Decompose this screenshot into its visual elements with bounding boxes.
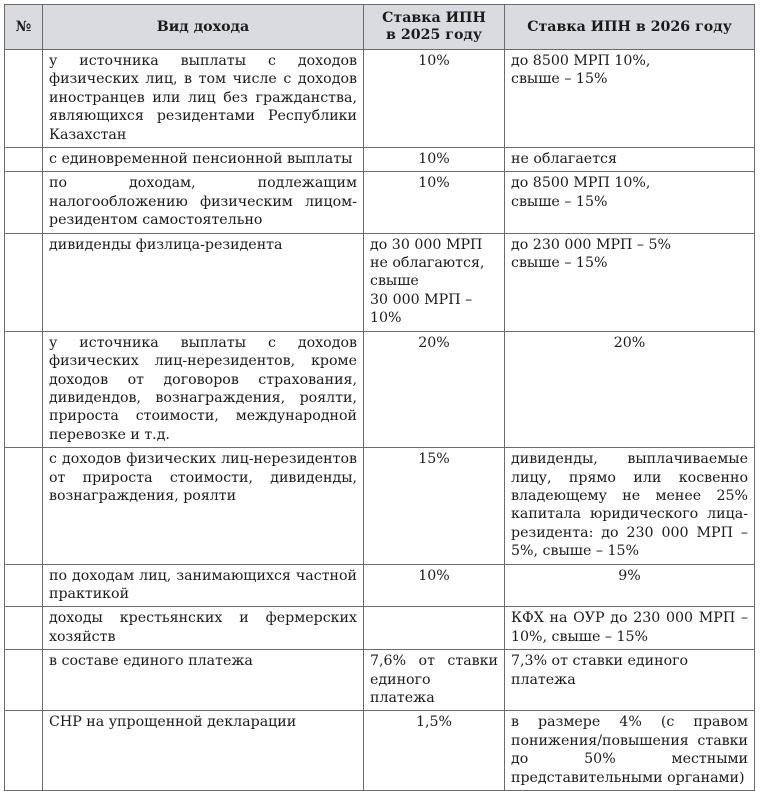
rate-2025: 7,6% от ставки единого платежа: [364, 650, 505, 711]
table-row: [5, 172, 755, 233]
rate-2025-line: свыше: [370, 273, 419, 290]
table-row: [5, 564, 755, 607]
rate-2026-line: в размере 4% (с правом понижения/повышения ставки до 50% местными представительными органами): [511, 714, 748, 786]
rate-2026: [505, 172, 755, 233]
table-row: [5, 50, 755, 148]
rate-2025: 1,5%: [364, 711, 505, 791]
row-num: [5, 148, 43, 172]
row-num: [5, 711, 43, 791]
rate-2026-line: КФХ на ОУР до 230 000 МРП – 10%, свыше – 15%: [511, 610, 748, 645]
table-header: [5, 5, 755, 50]
table-row: [5, 233, 755, 331]
rate-2026-line: до 8500 МРП 10%,: [511, 175, 651, 192]
row-num: [5, 172, 43, 233]
rate-2025: 10%: [364, 172, 505, 233]
income-type: у источника выплаты с доходов физических лиц, в том числе с доходов иностранцев или лиц без гражданства, являющихся резидентами Республики Казахстан: [43, 50, 364, 148]
table-row: [5, 331, 755, 447]
income-type: по доходам лиц, занимающихся частной практикой: [43, 564, 364, 607]
rate-2026: [505, 564, 755, 607]
header-row: [5, 5, 755, 50]
rate-2026-line: свыше – 15%: [511, 255, 608, 272]
income-type: дивиденды физлица-резидента: [43, 233, 364, 331]
income-type: в составе единого платежа: [43, 650, 364, 711]
income-type: по доходам, подлежащим налогообложению физическим лицом-резидентом самостоятельно: [43, 172, 364, 233]
rate-2026-line: не облагается: [511, 151, 617, 168]
rate-2026-line: свыше – 15%: [511, 71, 608, 88]
rate-2026: [505, 607, 755, 650]
header-num: №: [5, 5, 43, 50]
rate-2025-line: не облагаются,: [370, 255, 485, 272]
row-num: [5, 233, 43, 331]
rate-2025: [364, 607, 505, 650]
rate-2025: 15%: [364, 448, 505, 564]
rate-2026: [505, 331, 755, 447]
table-row: [5, 607, 755, 650]
rate-2025: 10%: [364, 148, 505, 172]
rate-2026-line: 7,3% от ставки единого платежа: [511, 653, 689, 688]
table-row: [5, 711, 755, 791]
row-num: [5, 331, 43, 447]
rate-2026: [505, 448, 755, 564]
rate-2026-line: свыше – 15%: [511, 193, 608, 210]
header-rate-2026: Ставка ИПН в 2026 году: [505, 5, 755, 50]
rate-2025: 10%: [364, 564, 505, 607]
table-row: [5, 650, 755, 711]
row-num: [5, 50, 43, 148]
income-type: у источника выплаты с доходов физических лиц-нерезидентов, кроме доходов от договоров страхования, дивидендов, вознаграждения, роялти, прироста стоимости, международной перевозке и т.д.: [43, 331, 364, 447]
table-row: [5, 448, 755, 564]
income-type: СНР на упрощенной декларации: [43, 711, 364, 791]
row-num: [5, 650, 43, 711]
header-rate-2025-line1: Ставка ИПН: [382, 10, 486, 26]
income-type: с доходов физических лиц-нерезидентов от прироста стоимости, дивиденды, вознаграждения, роялти: [43, 448, 364, 564]
rate-2026-line: 20%: [613, 334, 646, 351]
rate-2025: 20%: [364, 331, 505, 447]
rate-2026: [505, 50, 755, 148]
rate-2026: [505, 650, 755, 711]
rate-2026: [505, 233, 755, 331]
rate-2025: 10%: [364, 50, 505, 148]
ipn-rates-table-wrapper: [4, 4, 754, 791]
income-type: доходы крестьянских и фермерских хозяйств: [43, 607, 364, 650]
header-rate-2025: [364, 5, 505, 50]
rate-2025-line: до 30 000 МРП: [370, 236, 483, 253]
rate-2025: [364, 233, 505, 331]
rate-2026-line: до 230 000 МРП – 5%: [511, 236, 672, 253]
rate-2026: [505, 148, 755, 172]
table-row: [5, 148, 755, 172]
rate-2026-line: дивиденды, выплачиваемые лицу, прямо или косвенно владеющему не менее 25% капитала юридического лица-резидента: до 230 000 МРП – 5%, свыше – 15%: [511, 451, 748, 560]
row-num: [5, 564, 43, 607]
row-num: [5, 607, 43, 650]
header-income-type: Вид дохода: [43, 5, 364, 50]
income-type: с единовременной пенсионной выплаты: [43, 148, 364, 172]
rate-2026-line: 9%: [618, 567, 641, 584]
rate-2026-line: до 8500 МРП 10%,: [511, 53, 651, 69]
row-num: [5, 448, 43, 564]
header-rate-2025-line2: в 2025 году: [386, 27, 482, 43]
rate-2025-line: 30 000 МРП – 10%: [370, 291, 473, 327]
rate-2026: [505, 711, 755, 791]
ipn-rates-table: [4, 4, 755, 791]
table-body: [5, 50, 755, 791]
